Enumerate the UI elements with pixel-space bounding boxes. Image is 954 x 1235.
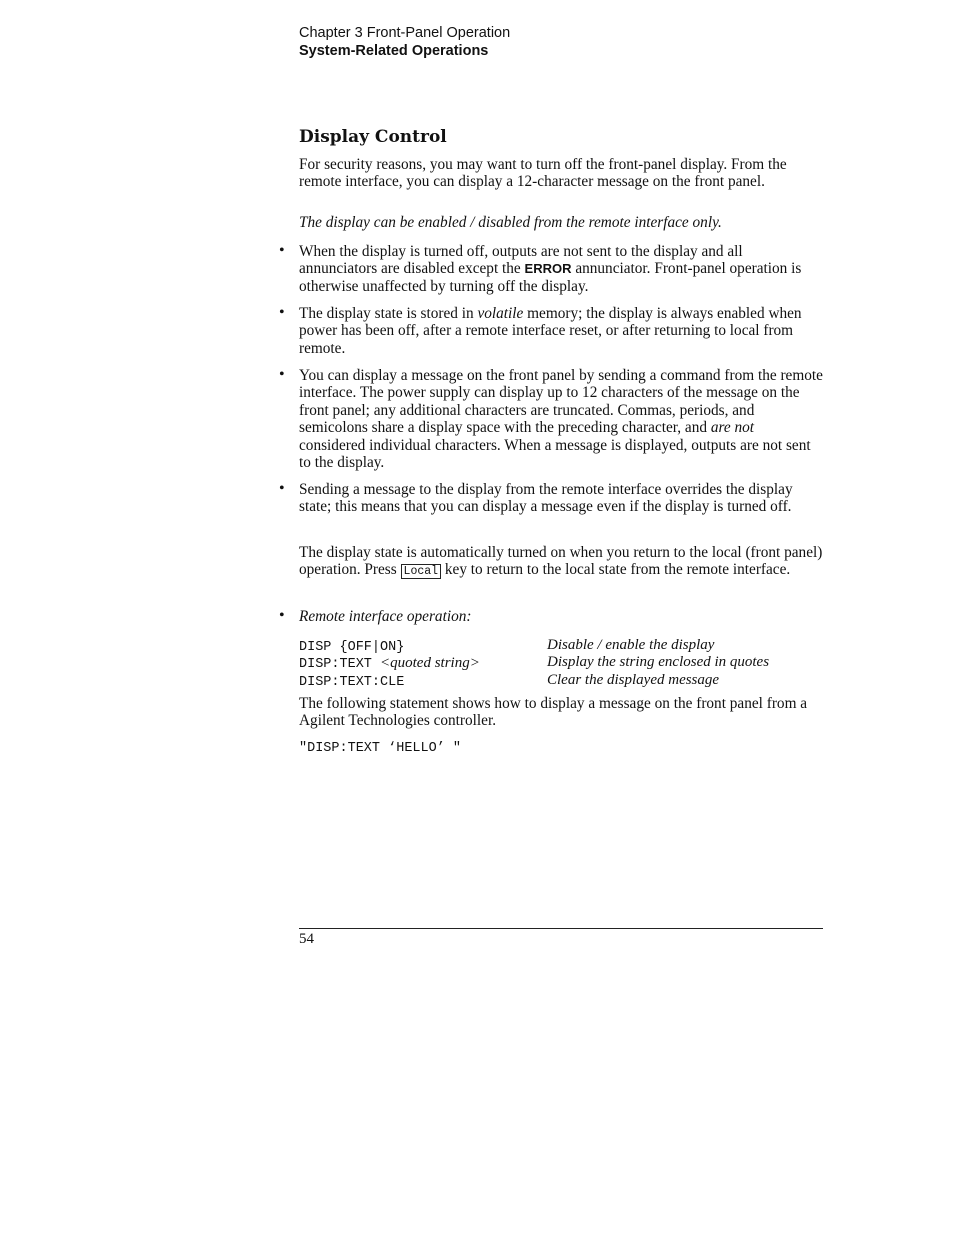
- bullet-display-off: [299, 243, 824, 295]
- bullet-volatile: [299, 305, 824, 357]
- command-argument: <quoted string>: [380, 655, 480, 671]
- command-syntax: [299, 637, 404, 655]
- intro-paragraph: For security reasons, you may want to turn off the front-panel display. From the remote interface, you can display a 12-character message on the front panel.: [299, 156, 787, 191]
- command-row: [299, 637, 824, 655]
- text-run: The display state is automatically turned on when you return to the local (front panel) operation. Press: [299, 544, 823, 579]
- text-run: The display state is stored in: [299, 305, 478, 322]
- text-run: memory; the display is always enabled when power has been off, after a remote interface reset, or after returning to local from remote.: [299, 305, 802, 357]
- bullet-message: [299, 367, 824, 471]
- page-number: 54: [299, 931, 314, 947]
- section-title: System-Related Operations: [299, 43, 489, 59]
- bullet-marker: •: [279, 366, 285, 383]
- command-description: Display the string enclosed in quotes: [547, 654, 770, 670]
- command-row: [299, 672, 824, 690]
- command-description: Disable / enable the display: [547, 637, 715, 653]
- text-run: key to return to the local state from the remote interface.: [441, 561, 791, 579]
- error-annunciator: ERROR: [524, 261, 572, 277]
- command-keyword: DISP:TEXT:CLE: [299, 675, 405, 690]
- page-title: Display Control: [299, 127, 447, 147]
- text-run: annunciator. Front-panel operation is otherwise unaffected by turning off the display.: [299, 260, 802, 295]
- text-run: considered individual characters. When a message is displayed, outputs are not sent to the display.: [299, 436, 811, 472]
- text-run: When the display is turned off, outputs are not sent to the display and all annunciators are disabled except the: [299, 243, 743, 278]
- command-keyword: DISP {OFF|ON}: [299, 640, 405, 655]
- command-syntax: [299, 654, 480, 672]
- bullet-override: Sending a message to the display from the remote interface overrides the display state; this means that you can display a message even if the display is turned off.: [299, 481, 793, 516]
- local-key: Local: [401, 564, 442, 579]
- example-intro: The following statement shows how to display a message on the front panel from a Agilent Technologies controller.: [299, 695, 808, 730]
- emphasis: volatile: [477, 305, 524, 322]
- text-run: You can display a message on the front panel by sending a command from the remote interface. The power supply can display up to 12 characters of the message on the front panel; any additional characters are truncated. Commas, periods, and semicolons share a display space with the preceding character, and: [299, 367, 823, 437]
- command-keyword: DISP:TEXT: [299, 657, 381, 672]
- footer-rule: [299, 928, 823, 929]
- chapter-title: Chapter 3 Front-Panel Operation: [299, 25, 511, 41]
- local-paragraph: [299, 544, 824, 581]
- bullet-marker: •: [279, 242, 285, 259]
- example-code: "DISP:TEXT ‘HELLO’ ": [299, 741, 462, 756]
- remote-operation-label: Remote interface operation:: [299, 608, 472, 625]
- command-syntax: [299, 672, 404, 690]
- command-row: [299, 654, 824, 672]
- bullet-marker: •: [279, 304, 285, 321]
- remote-only-note: The display can be enabled / disabled from the remote interface only.: [299, 214, 722, 231]
- emphasis: are not: [710, 419, 755, 437]
- bullet-marker: •: [279, 480, 285, 497]
- bullet-marker: •: [279, 607, 285, 624]
- command-description: Clear the displayed message: [547, 672, 720, 688]
- running-header: [299, 24, 510, 60]
